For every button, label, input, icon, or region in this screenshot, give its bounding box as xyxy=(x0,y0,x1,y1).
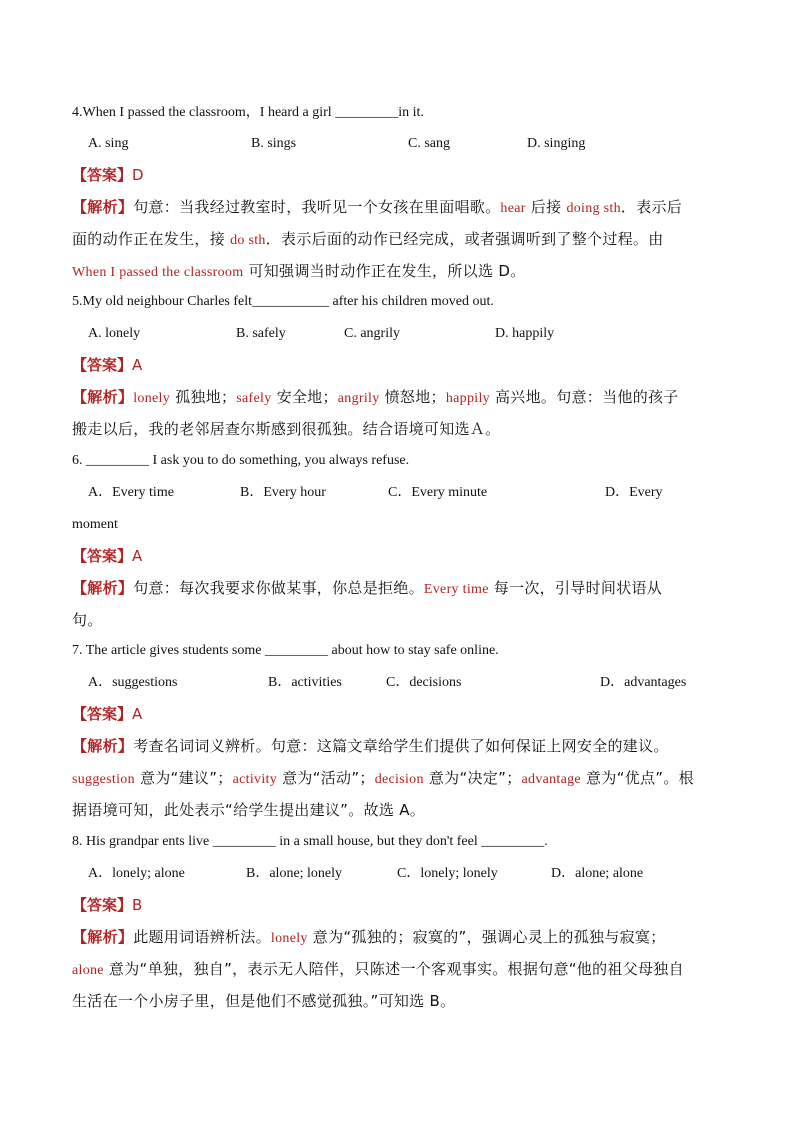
answer-tag: 【答案】 xyxy=(72,705,133,723)
question-text: 5.My old neighbour Charles felt xyxy=(72,294,253,309)
question-5-stem xyxy=(72,292,494,312)
option-b: B．Every hour xyxy=(240,485,326,500)
question-text: I ask you to do something, you always refuse. xyxy=(149,453,410,468)
analysis-tag: 【解析】 xyxy=(72,928,134,946)
option-b: B. safely xyxy=(236,326,286,341)
answer-blank: _________ xyxy=(481,834,545,849)
option-c: C．lonely; lonely xyxy=(397,866,498,881)
question-text: 7. The article gives students some xyxy=(72,643,265,658)
option-a: A. lonely xyxy=(88,326,141,341)
option-d: D．alone; alone xyxy=(551,866,644,881)
question-8-stem xyxy=(72,832,548,852)
analysis-text: 考查名词词义辨析。句意：这篇文章给学生们提供了如何保证上网安全的建议。 xyxy=(133,737,669,755)
option-b: B．activities xyxy=(268,675,342,690)
analysis-line xyxy=(72,768,694,790)
analysis-tag: 【解析】 xyxy=(72,388,134,406)
answer-tag: 【答案】 xyxy=(72,896,133,914)
highlight-term: When I passed the classroom xyxy=(72,265,244,280)
analysis-line xyxy=(72,959,684,981)
answer-blank: _________ xyxy=(264,643,328,658)
analysis-text: 意为“决定”； xyxy=(423,769,522,787)
highlight-term: do sth xyxy=(230,233,266,248)
highlight-term: happily xyxy=(445,391,490,406)
analysis-text: 后接 xyxy=(525,198,567,216)
highlight-term: lonely xyxy=(133,391,170,406)
answer-value: A xyxy=(132,705,143,723)
analysis-text: 意为“活动”； xyxy=(277,769,375,787)
highlight-term: advantage xyxy=(521,772,581,787)
option-c: C．decisions xyxy=(386,675,462,690)
question-7-stem xyxy=(72,641,499,661)
highlight-term: Every time xyxy=(423,582,489,597)
analysis-text: 意为“建议”； xyxy=(134,769,233,787)
answer-line xyxy=(72,895,142,916)
option-d: D．advantages xyxy=(600,675,687,690)
answer-value: A xyxy=(132,356,143,374)
question-text: 6. xyxy=(72,453,86,468)
analysis-line xyxy=(72,736,669,756)
question-text: 4.When I passed the classroom，I heard a girl xyxy=(72,105,336,120)
analysis-line xyxy=(72,261,525,283)
highlight-term: suggestion xyxy=(72,772,135,787)
analysis-line xyxy=(72,610,103,630)
analysis-text: 此题用词语辨析法。 xyxy=(133,928,271,946)
analysis-text: 可知强调当时动作正在发生，所以选 D。 xyxy=(243,262,526,280)
highlight-term: angrily xyxy=(337,391,380,406)
analysis-tag: 【解析】 xyxy=(72,198,134,216)
analysis-text: ．表示后面的动作已经完成，或者强调听到了整个过程。由 xyxy=(265,230,664,248)
answer-tag: 【答案】 xyxy=(72,356,133,374)
analysis-text: 意为“优点”。根 xyxy=(580,769,694,787)
answer-blank: _________ xyxy=(86,453,149,468)
analysis-line xyxy=(72,927,666,949)
question-text: . xyxy=(544,834,548,849)
highlight-term: decision xyxy=(374,772,424,787)
option-d: D．Every xyxy=(605,485,663,500)
analysis-tag: 【解析】 xyxy=(72,579,134,597)
answer-blank: _________ xyxy=(335,105,399,120)
question-text: in it. xyxy=(398,105,424,120)
analysis-text: 愤怒地； xyxy=(379,388,446,406)
analysis-text: ．表示后 xyxy=(620,198,683,216)
analysis-text: 句意：每次我要求你做某事，你总是拒绝。 xyxy=(133,579,424,597)
question-text: after his children moved out. xyxy=(329,294,494,309)
option-d-wrap: moment xyxy=(72,517,118,532)
option-c: C. sang xyxy=(408,136,450,151)
option-c: C. angrily xyxy=(344,326,400,341)
answer-line xyxy=(72,704,142,725)
answer-tag: 【答案】 xyxy=(72,547,133,565)
analysis-text: 搬走以后，我的老邻居查尔斯感到很孤独。结合语境可知选Ａ。 xyxy=(72,420,501,438)
highlight-term: alone xyxy=(72,963,104,978)
highlight-term: lonely xyxy=(270,931,308,946)
option-b: B. sings xyxy=(251,136,297,151)
analysis-line xyxy=(72,991,455,1011)
analysis-text: 句意：当我经过教室时，我听见一个女孩在里面唱歌。 xyxy=(133,198,501,216)
question-text: in a small house, but they don't feel xyxy=(275,834,482,849)
option-c: C．Every minute xyxy=(388,485,488,500)
option-a: A．lonely; alone xyxy=(88,866,185,881)
analysis-line xyxy=(72,800,425,820)
question-4-stem xyxy=(72,103,424,123)
analysis-text: 安全地； xyxy=(271,388,338,406)
option-b: B．alone; lonely xyxy=(246,866,343,881)
answer-tag: 【答案】 xyxy=(72,166,133,184)
highlight-term: activity xyxy=(232,772,277,787)
option-a: A．Every time xyxy=(88,485,174,500)
analysis-text: 生活在一个小房子里，但是他们不感觉孤独。”可知选 B。 xyxy=(72,992,456,1010)
option-d: D. happily xyxy=(495,326,555,341)
option-a: A. sing xyxy=(88,136,129,151)
analysis-line xyxy=(72,578,662,600)
analysis-line xyxy=(72,387,679,409)
answer-blank: _________ xyxy=(212,834,276,849)
question-text: 8. His grandpar ents live xyxy=(72,834,213,849)
analysis-text: 面的动作正在发生，接 xyxy=(72,230,231,248)
analysis-text: 孤独地； xyxy=(170,388,237,406)
answer-blank: ___________ xyxy=(252,294,330,309)
highlight-term: safely xyxy=(236,391,272,406)
answer-line xyxy=(72,546,142,567)
question-text: about how to stay safe online. xyxy=(327,643,499,658)
analysis-text: 据语境可知，此处表示“给学生提出建议”。故选 A。 xyxy=(72,801,426,819)
analysis-tag: 【解析】 xyxy=(72,737,134,755)
option-d: D. singing xyxy=(527,136,586,151)
option-a: A．suggestions xyxy=(88,675,178,690)
answer-value: A xyxy=(132,547,143,565)
highlight-term: hear xyxy=(500,201,526,216)
analysis-line xyxy=(72,419,500,439)
analysis-text: 意为“单独，独自”，表示无人陪伴，只陈述一个客观事实。根据句意“他的祖父母独自 xyxy=(103,960,684,978)
analysis-line xyxy=(72,229,664,251)
analysis-text: 每一次，引导时间状语从 xyxy=(488,579,663,597)
question-6-stem xyxy=(72,451,409,471)
analysis-text: 句。 xyxy=(72,611,103,629)
highlight-term: doing sth xyxy=(566,201,621,216)
answer-value: B xyxy=(132,896,143,914)
analysis-text: 意为“孤独的；寂寞的”，强调心灵上的孤独与寂寞； xyxy=(307,928,666,946)
answer-line xyxy=(72,355,142,376)
analysis-text: 高兴地。句意：当他的孩子 xyxy=(489,388,679,406)
analysis-line xyxy=(72,197,682,219)
answer-line xyxy=(72,165,144,186)
answer-value: D xyxy=(132,166,144,184)
